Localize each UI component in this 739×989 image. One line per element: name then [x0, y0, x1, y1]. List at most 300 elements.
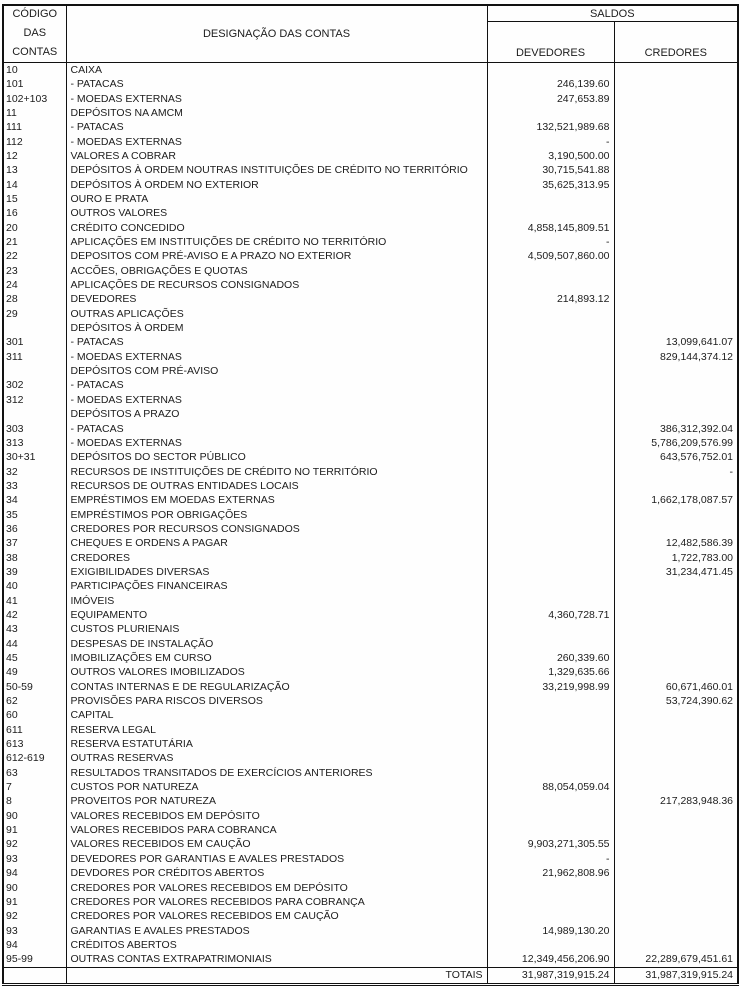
account-designation-cell: CREDORES: [66, 551, 487, 565]
table-row: [3, 321, 738, 335]
account-code-cell: [3, 407, 66, 421]
account-designation-cell: CONTAS INTERNAS E DE REGULARIZAÇÃO: [66, 680, 487, 694]
account-designation-cell: VALORES RECEBIDOS PARA COBRANCA: [66, 823, 487, 837]
credores-value-cell: [614, 235, 738, 249]
account-designation-cell: DEPÓSITOS À ORDEM: [66, 321, 487, 335]
account-designation-cell: - MOEDAS EXTERNAS: [66, 135, 487, 149]
table-row: [3, 952, 738, 967]
account-code-cell: [3, 321, 66, 335]
devedores-value-cell: [487, 809, 614, 823]
table-row: [3, 436, 738, 450]
table-row: [3, 823, 738, 837]
account-designation-cell: RESERVA ESTATUTÁRIA: [66, 737, 487, 751]
account-designation-cell: OUTRAS APLICAÇÕES: [66, 307, 487, 321]
account-designation-cell: VALORES A COBRAR: [66, 149, 487, 163]
devedores-value-cell: [487, 278, 614, 292]
account-code-cell: 37: [3, 536, 66, 550]
devedores-value-cell: [487, 465, 614, 479]
credores-value-cell: [614, 766, 738, 780]
table-row: [3, 895, 738, 909]
table-row: [3, 637, 738, 651]
account-code-cell: 16: [3, 206, 66, 220]
account-code-cell: 22: [3, 249, 66, 263]
table-row: [3, 551, 738, 565]
devedores-value-cell: 14,989,130.20: [487, 924, 614, 938]
credores-value-cell: 22,289,679,451.61: [614, 952, 738, 967]
credores-value-cell: [614, 809, 738, 823]
devedores-value-cell: [487, 594, 614, 608]
devedores-value-cell: [487, 321, 614, 335]
credores-value-cell: [614, 321, 738, 335]
devedores-value-cell: [487, 522, 614, 536]
credores-value-cell: [614, 881, 738, 895]
credores-value-cell: [614, 708, 738, 722]
account-designation-cell: RECURSOS DE OUTRAS ENTIDADES LOCAIS: [66, 479, 487, 493]
table-row: [3, 852, 738, 866]
table-row: [3, 135, 738, 149]
credores-value-cell: 643,576,752.01: [614, 450, 738, 464]
account-designation-cell: EMPRÉSTIMOS EM MOEDAS EXTERNAS: [66, 493, 487, 507]
account-code-cell: 112: [3, 135, 66, 149]
account-code-cell: 303: [3, 422, 66, 436]
table-row: [3, 278, 738, 292]
table-row: [3, 622, 738, 636]
account-code-cell: 111: [3, 120, 66, 134]
credores-value-cell: [614, 608, 738, 622]
credores-value-cell: 5,786,209,576.99: [614, 436, 738, 450]
credores-value-cell: -: [614, 465, 738, 479]
devedores-value-cell: [487, 752, 614, 766]
devedores-value-cell: [487, 795, 614, 809]
account-code-cell: 611: [3, 723, 66, 737]
credores-value-cell: [614, 823, 738, 837]
table-row: [3, 780, 738, 794]
credores-value-cell: [614, 852, 738, 866]
table-row: [3, 422, 738, 436]
account-code-cell: 30+31: [3, 450, 66, 464]
account-code-cell: 92: [3, 838, 66, 852]
devedores-value-cell: 30,715,541.88: [487, 163, 614, 177]
table-row: [3, 465, 738, 479]
credores-value-cell: [614, 206, 738, 220]
credores-value-cell: [614, 752, 738, 766]
account-code-cell: 8: [3, 795, 66, 809]
account-code-cell: 35: [3, 508, 66, 522]
account-code-cell: 7: [3, 780, 66, 794]
credores-value-cell: 386,312,392.04: [614, 422, 738, 436]
account-designation-cell: DEVEDORES: [66, 293, 487, 307]
devedores-value-cell: [487, 364, 614, 378]
devedores-value-cell: [487, 881, 614, 895]
credores-value-cell: [614, 307, 738, 321]
account-code-cell: 34: [3, 493, 66, 507]
credores-value-cell: [614, 479, 738, 493]
credores-value-cell: [614, 163, 738, 177]
account-code-cell: 60: [3, 708, 66, 722]
account-code-cell: 62: [3, 694, 66, 708]
credores-value-cell: 217,283,948.36: [614, 795, 738, 809]
account-designation-cell: - PATACAS: [66, 120, 487, 134]
credores-value-cell: [614, 379, 738, 393]
table-row: [3, 881, 738, 895]
credores-value-cell: 1,662,178,087.57: [614, 493, 738, 507]
account-designation-cell: IMOBILIZAÇÕES EM CURSO: [66, 651, 487, 665]
account-code-cell: 23: [3, 264, 66, 278]
devedores-value-cell: [487, 938, 614, 952]
account-designation-cell: CUSTOS PLURIENAIS: [66, 622, 487, 636]
credores-value-cell: [614, 149, 738, 163]
table-row: [3, 249, 738, 263]
account-designation-cell: OUTRAS RESERVAS: [66, 752, 487, 766]
table-row: [3, 336, 738, 350]
table-row: [3, 221, 738, 235]
credores-value-cell: [614, 866, 738, 880]
table-row: [3, 178, 738, 192]
devedores-value-cell: 33,219,998.99: [487, 680, 614, 694]
totals-label: TOTAIS: [66, 967, 487, 984]
account-code-cell: 612-619: [3, 752, 66, 766]
account-code-cell: 313: [3, 436, 66, 450]
devedores-value-cell: [487, 508, 614, 522]
credores-value-cell: [614, 723, 738, 737]
account-code-cell: 21: [3, 235, 66, 249]
account-designation-cell: DEPÓSITOS NA AMCM: [66, 106, 487, 120]
account-designation-cell: - MOEDAS EXTERNAS: [66, 393, 487, 407]
table-row: [3, 522, 738, 536]
account-code-cell: 12: [3, 149, 66, 163]
devedores-value-cell: [487, 336, 614, 350]
credores-value-cell: [614, 938, 738, 952]
account-designation-cell: CAPITAL: [66, 708, 487, 722]
code-header-line2: DAS: [23, 27, 47, 39]
table-row: [3, 508, 738, 522]
devedores-value-cell: [487, 307, 614, 321]
account-code-cell: 93: [3, 852, 66, 866]
account-designation-cell: VALORES RECEBIDOS EM CAUÇÃO: [66, 838, 487, 852]
devedores-value-cell: [487, 723, 614, 737]
account-designation-cell: DEPÓSITOS À ORDEM NO EXTERIOR: [66, 178, 487, 192]
credores-value-cell: [614, 407, 738, 421]
credores-value-cell: [614, 221, 738, 235]
devedores-value-cell: 9,903,271,305.55: [487, 838, 614, 852]
account-designation-cell: GARANTIAS E AVALES PRESTADOS: [66, 924, 487, 938]
devedores-value-cell: [487, 823, 614, 837]
account-code-cell: 36: [3, 522, 66, 536]
account-designation-cell: CHEQUES E ORDENS A PAGAR: [66, 536, 487, 550]
credores-value-cell: [614, 92, 738, 106]
devedores-value-cell: -: [487, 852, 614, 866]
credores-value-cell: [614, 909, 738, 923]
table-row: [3, 938, 738, 952]
account-code-cell: 10: [3, 63, 66, 78]
table-row: [3, 149, 738, 163]
account-designation-cell: - MOEDAS EXTERNAS: [66, 92, 487, 106]
account-code-cell: 38: [3, 551, 66, 565]
credores-value-cell: [614, 780, 738, 794]
devedores-value-cell: -: [487, 235, 614, 249]
account-designation-cell: DEPÓSITOS COM PRÉ-AVISO: [66, 364, 487, 378]
devedores-value-cell: [487, 436, 614, 450]
account-code-cell: 94: [3, 938, 66, 952]
account-code-cell: 95-99: [3, 952, 66, 967]
table-row: [3, 737, 738, 751]
table-row: [3, 608, 738, 622]
account-designation-cell: OUTRAS CONTAS EXTRAPATRIMONIAIS: [66, 952, 487, 967]
account-designation-cell: RECURSOS DE INSTITUIÇÕES DE CRÉDITO NO TERRITÓRIO: [66, 465, 487, 479]
table-row: [3, 379, 738, 393]
table-row: [3, 579, 738, 593]
devedores-value-cell: [487, 766, 614, 780]
code-header-line1: CÓDIGO: [12, 8, 58, 20]
account-designation-cell: OURO E PRATA: [66, 192, 487, 206]
account-designation-cell: - MOEDAS EXTERNAS: [66, 436, 487, 450]
account-designation-cell: EMPRÉSTIMOS POR OBRIGAÇÕES: [66, 508, 487, 522]
account-code-cell: 90: [3, 809, 66, 823]
account-designation-cell: CREDORES POR VALORES RECEBIDOS PARA COBRANÇA: [66, 895, 487, 909]
account-designation-cell: APLICAÇÕES DE RECURSOS CONSIGNADOS: [66, 278, 487, 292]
table-row: [3, 450, 738, 464]
totals-credores-value: 31,987,319,915.24: [614, 967, 738, 984]
table-footer: [3, 967, 738, 984]
account-code-cell: 44: [3, 637, 66, 651]
account-designation-cell: - PATACAS: [66, 422, 487, 436]
devedores-value-cell: 132,521,989.68: [487, 120, 614, 134]
devedores-value-cell: 21,962,808.96: [487, 866, 614, 880]
devedores-value-cell: [487, 206, 614, 220]
devedores-value-cell: [487, 63, 614, 78]
account-designation-cell: - PATACAS: [66, 379, 487, 393]
table-row: [3, 838, 738, 852]
account-code-cell: 20: [3, 221, 66, 235]
devedores-value-cell: [487, 450, 614, 464]
credores-value-cell: [614, 508, 738, 522]
credores-value-cell: [614, 737, 738, 751]
credores-value-cell: [614, 135, 738, 149]
devedores-value-cell: 214,893.12: [487, 293, 614, 307]
table-row: [3, 651, 738, 665]
table-row: [3, 264, 738, 278]
devedores-value-cell: [487, 737, 614, 751]
trial-balance-table: [2, 4, 739, 986]
credores-value-cell: [614, 106, 738, 120]
table-row: [3, 909, 738, 923]
totals-row: [3, 967, 738, 984]
account-code-cell: 90: [3, 881, 66, 895]
devedores-column-header: DEVEDORES: [487, 22, 614, 63]
table-row: [3, 694, 738, 708]
account-designation-cell: EQUIPAMENTO: [66, 608, 487, 622]
devedores-value-cell: [487, 536, 614, 550]
account-code-cell: 24: [3, 278, 66, 292]
table-row: [3, 192, 738, 206]
account-designation-cell: DEPÓSITOS À ORDEM NOUTRAS INSTITUIÇÕES DE CRÉDITO NO TERRITÓRIO: [66, 163, 487, 177]
table-row: [3, 364, 738, 378]
account-designation-cell: PROVEITOS POR NATUREZA: [66, 795, 487, 809]
devedores-value-cell: 4,360,728.71: [487, 608, 614, 622]
devedores-value-cell: [487, 565, 614, 579]
table-row: [3, 77, 738, 91]
table-row: [3, 795, 738, 809]
totals-empty-code-cell: [3, 967, 66, 984]
account-code-cell: 40: [3, 579, 66, 593]
account-code-cell: 41: [3, 594, 66, 608]
account-designation-cell: - PATACAS: [66, 77, 487, 91]
table-row: [3, 407, 738, 421]
table-row: [3, 120, 738, 134]
account-designation-cell: ACCÕES, OBRIGAÇÕES E QUOTAS: [66, 264, 487, 278]
table-row: [3, 235, 738, 249]
credores-value-cell: [614, 665, 738, 679]
account-code-cell: 91: [3, 823, 66, 837]
account-designation-cell: DEPÓSITOS DO SECTOR PÚBLICO: [66, 450, 487, 464]
credores-value-cell: [614, 622, 738, 636]
table-row: [3, 766, 738, 780]
table-body: [3, 63, 738, 968]
devedores-value-cell: 88,054,059.04: [487, 780, 614, 794]
devedores-value-cell: 35,625,313.95: [487, 178, 614, 192]
credores-value-cell: [614, 293, 738, 307]
account-designation-cell: DEVDORES POR CRÉDITOS ABERTOS: [66, 866, 487, 880]
credores-value-cell: 829,144,374.12: [614, 350, 738, 364]
totals-devedores-value: 31,987,319,915.24: [487, 967, 614, 984]
account-designation-cell: - MOEDAS EXTERNAS: [66, 350, 487, 364]
table-row: [3, 708, 738, 722]
account-code-cell: 11: [3, 106, 66, 120]
credores-value-cell: [614, 924, 738, 938]
account-code-cell: 50-59: [3, 680, 66, 694]
devedores-value-cell: [487, 106, 614, 120]
account-designation-cell: CRÉDITOS ABERTOS: [66, 938, 487, 952]
table-row: [3, 293, 738, 307]
table-row: [3, 479, 738, 493]
account-code-cell: 311: [3, 350, 66, 364]
credores-value-cell: [614, 278, 738, 292]
account-designation-cell: RESULTADOS TRANSITADOS DE EXERCÍCIOS ANTERIORES: [66, 766, 487, 780]
table-row: [3, 866, 738, 880]
account-code-cell: 13: [3, 163, 66, 177]
credores-value-cell: [614, 120, 738, 134]
saldos-group-header: SALDOS: [487, 5, 738, 22]
credores-column-header: CREDORES: [614, 22, 738, 63]
table-row: [3, 809, 738, 823]
devedores-value-cell: [487, 622, 614, 636]
account-code-cell: 101: [3, 77, 66, 91]
devedores-value-cell: 12,349,456,206.90: [487, 952, 614, 967]
account-code-cell: 43: [3, 622, 66, 636]
devedores-value-cell: [487, 493, 614, 507]
table-row: [3, 163, 738, 177]
credores-value-cell: 12,482,586.39: [614, 536, 738, 550]
account-designation-cell: IMÓVEIS: [66, 594, 487, 608]
credores-value-cell: [614, 192, 738, 206]
account-designation-cell: EXIGIBILIDADES DIVERSAS: [66, 565, 487, 579]
account-designation-cell: CUSTOS POR NATUREZA: [66, 780, 487, 794]
devedores-value-cell: [487, 407, 614, 421]
devedores-value-cell: [487, 694, 614, 708]
account-designation-cell: PARTICIPAÇÕES FINANCEIRAS: [66, 579, 487, 593]
designation-column-header: DESIGNAÇÃO DAS CONTAS: [66, 5, 487, 63]
credores-value-cell: 31,234,471.45: [614, 565, 738, 579]
account-designation-cell: APLICAÇÕES EM INSTITUIÇÕES DE CRÉDITO NO TERRITÓRIO: [66, 235, 487, 249]
devedores-value-cell: 260,339.60: [487, 651, 614, 665]
account-designation-cell: - PATACAS: [66, 336, 487, 350]
devedores-value-cell: [487, 708, 614, 722]
table-row: [3, 393, 738, 407]
devedores-value-cell: [487, 579, 614, 593]
credores-value-cell: [614, 178, 738, 192]
account-code-cell: 29: [3, 307, 66, 321]
credores-value-cell: 13,099,641.07: [614, 336, 738, 350]
devedores-value-cell: [487, 637, 614, 651]
table-row: [3, 723, 738, 737]
credores-value-cell: [614, 249, 738, 263]
account-code-cell: 45: [3, 651, 66, 665]
table-row: [3, 924, 738, 938]
credores-value-cell: [614, 264, 738, 278]
account-code-cell: [3, 364, 66, 378]
account-code-cell: 39: [3, 565, 66, 579]
account-code-cell: 33: [3, 479, 66, 493]
devedores-value-cell: -: [487, 135, 614, 149]
devedores-value-cell: [487, 379, 614, 393]
credores-value-cell: [614, 637, 738, 651]
account-code-cell: 102+103: [3, 92, 66, 106]
table-row: [3, 106, 738, 120]
account-designation-cell: CREDORES POR VALORES RECEBIDOS EM DEPÓSITO: [66, 881, 487, 895]
account-code-cell: 28: [3, 293, 66, 307]
table-header: [3, 5, 738, 63]
devedores-value-cell: [487, 551, 614, 565]
credores-value-cell: [614, 393, 738, 407]
devedores-value-cell: [487, 264, 614, 278]
table-row: [3, 206, 738, 220]
account-code-cell: 93: [3, 924, 66, 938]
credores-value-cell: [614, 364, 738, 378]
devedores-value-cell: [487, 422, 614, 436]
table-row: [3, 493, 738, 507]
account-code-cell: 42: [3, 608, 66, 622]
credores-value-cell: 60,671,460.01: [614, 680, 738, 694]
table-row: [3, 350, 738, 364]
code-column-header: [3, 5, 66, 63]
account-designation-cell: DESPESAS DE INSTALAÇÃO: [66, 637, 487, 651]
account-code-cell: 613: [3, 737, 66, 751]
account-code-cell: 312: [3, 393, 66, 407]
devedores-value-cell: 246,139.60: [487, 77, 614, 91]
table-row: [3, 307, 738, 321]
account-designation-cell: DEPOSITOS COM PRÉ-AVISO E A PRAZO NO EXTERIOR: [66, 249, 487, 263]
credores-value-cell: [614, 522, 738, 536]
credores-value-cell: [614, 651, 738, 665]
account-designation-cell: CREDORES POR VALORES RECEBIDOS EM CAUÇÃO: [66, 909, 487, 923]
credores-value-cell: 1,722,783.00: [614, 551, 738, 565]
credores-value-cell: [614, 579, 738, 593]
devedores-value-cell: [487, 350, 614, 364]
code-header-line3: CONTAS: [12, 46, 58, 58]
account-code-cell: 32: [3, 465, 66, 479]
account-designation-cell: OUTROS VALORES IMOBILIZADOS: [66, 665, 487, 679]
account-code-cell: 91: [3, 895, 66, 909]
account-code-cell: 301: [3, 336, 66, 350]
account-designation-cell: DEVEDORES POR GARANTIAS E AVALES PRESTADOS: [66, 852, 487, 866]
account-designation-cell: CREDORES POR RECURSOS CONSIGNADOS: [66, 522, 487, 536]
devedores-value-cell: [487, 192, 614, 206]
devedores-value-cell: 3,190,500.00: [487, 149, 614, 163]
table-row: [3, 752, 738, 766]
table-row: [3, 92, 738, 106]
table-row: [3, 680, 738, 694]
devedores-value-cell: 4,858,145,809.51: [487, 221, 614, 235]
